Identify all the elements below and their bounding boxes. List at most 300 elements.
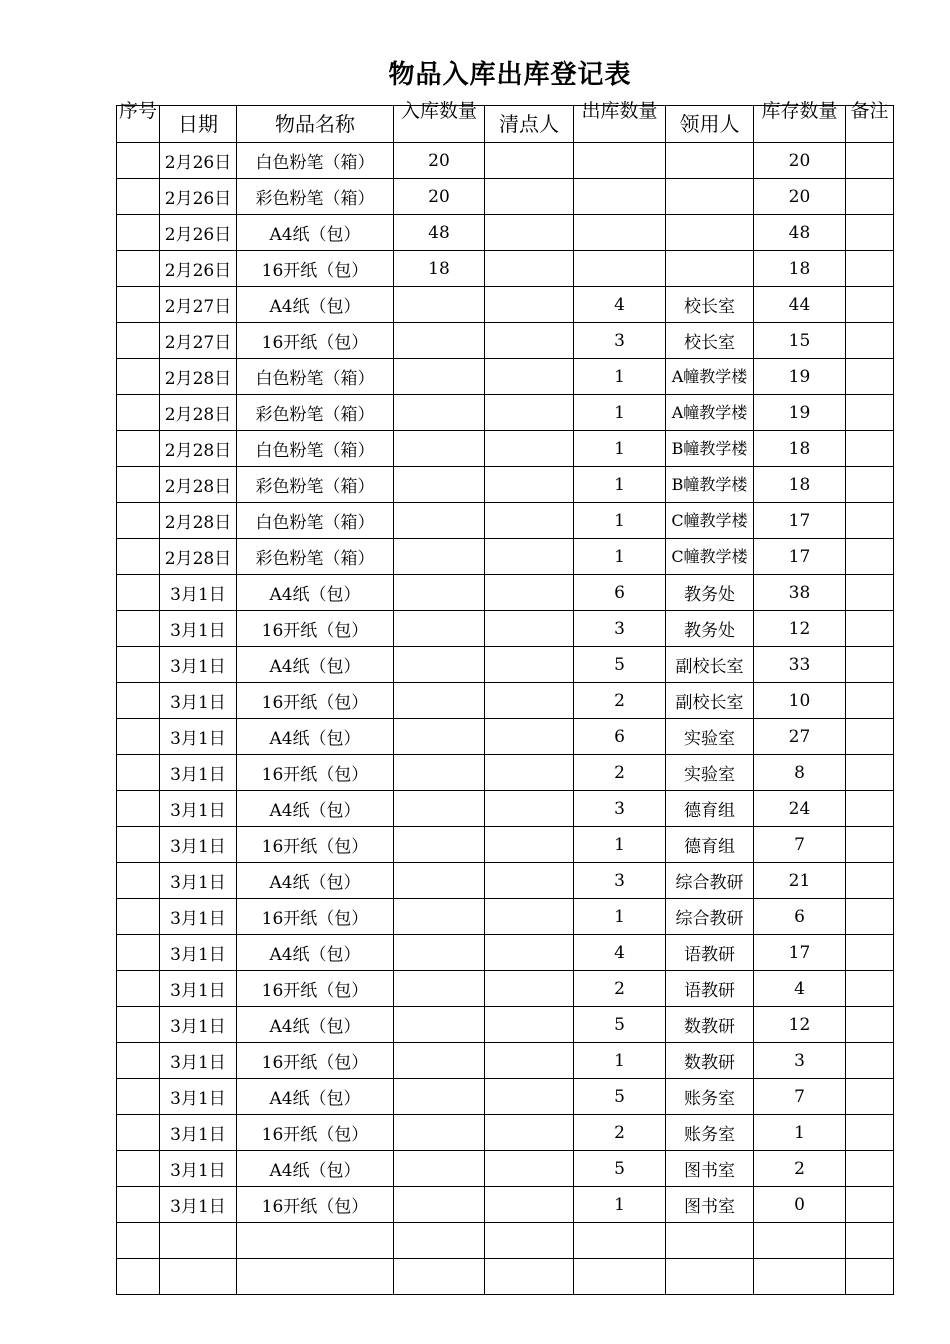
- cell-out-qty: 1: [574, 359, 666, 395]
- cell-date: [160, 1223, 237, 1259]
- cell-in-qty: 20: [394, 179, 485, 215]
- header-date: 日期: [160, 106, 237, 143]
- header-counter: 清点人: [485, 106, 574, 143]
- cell-date: 3月1日: [160, 1187, 237, 1223]
- cell-note: [846, 611, 894, 647]
- cell-date: 3月1日: [160, 1043, 237, 1079]
- cell-seq: [117, 539, 160, 575]
- cell-counter: [485, 179, 574, 215]
- cell-out-qty: 2: [574, 1115, 666, 1151]
- cell-stock-qty: 18: [754, 467, 846, 503]
- cell-date: 2月26日: [160, 179, 237, 215]
- cell-counter: [485, 1259, 574, 1295]
- cell-seq: [117, 647, 160, 683]
- cell-note: [846, 935, 894, 971]
- table-row: [117, 719, 894, 755]
- cell-item: A4纸（包）: [237, 1079, 394, 1115]
- cell-in-qty: 48: [394, 215, 485, 251]
- cell-item: A4纸（包）: [237, 1007, 394, 1043]
- table-row: [117, 215, 894, 251]
- cell-counter: [485, 1007, 574, 1043]
- cell-in-qty: [394, 935, 485, 971]
- cell-recipient: C幢教学楼: [666, 503, 754, 539]
- cell-note: [846, 143, 894, 179]
- cell-seq: [117, 1007, 160, 1043]
- cell-date: 3月1日: [160, 1151, 237, 1187]
- cell-stock-qty: 48: [754, 215, 846, 251]
- cell-note: [846, 467, 894, 503]
- cell-date: 3月1日: [160, 575, 237, 611]
- cell-in-qty: [394, 287, 485, 323]
- cell-recipient: 实验室: [666, 719, 754, 755]
- cell-note: [846, 503, 894, 539]
- cell-recipient: [666, 1259, 754, 1295]
- cell-note: [846, 719, 894, 755]
- cell-seq: [117, 719, 160, 755]
- cell-item: 白色粉笔（箱）: [237, 359, 394, 395]
- cell-out-qty: [574, 251, 666, 287]
- cell-recipient: 副校长室: [666, 683, 754, 719]
- cell-counter: [485, 935, 574, 971]
- cell-seq: [117, 1043, 160, 1079]
- cell-item: A4纸（包）: [237, 287, 394, 323]
- cell-stock-qty: 12: [754, 611, 846, 647]
- header-recipient: 领用人: [666, 106, 754, 143]
- cell-counter: [485, 719, 574, 755]
- cell-out-qty: [574, 1223, 666, 1259]
- cell-out-qty: 1: [574, 395, 666, 431]
- cell-note: [846, 1115, 894, 1151]
- cell-date: 3月1日: [160, 611, 237, 647]
- cell-item: 白色粉笔（箱）: [237, 431, 394, 467]
- cell-note: [846, 683, 894, 719]
- cell-stock-qty: 15: [754, 323, 846, 359]
- cell-counter: [485, 971, 574, 1007]
- cell-stock-qty: 38: [754, 575, 846, 611]
- header-seq: 序号: [117, 100, 160, 137]
- cell-in-qty: [394, 683, 485, 719]
- cell-item: 16开纸（包）: [237, 251, 394, 287]
- table-row: [117, 1043, 894, 1079]
- cell-recipient: A幢教学楼: [666, 395, 754, 431]
- cell-out-qty: 5: [574, 647, 666, 683]
- cell-recipient: 数教研: [666, 1043, 754, 1079]
- cell-recipient: [666, 251, 754, 287]
- cell-recipient: 德育组: [666, 791, 754, 827]
- cell-date: 2月28日: [160, 395, 237, 431]
- cell-date: 3月1日: [160, 1007, 237, 1043]
- cell-out-qty: 3: [574, 863, 666, 899]
- cell-note: [846, 899, 894, 935]
- cell-recipient: 实验室: [666, 755, 754, 791]
- table-row: [117, 1079, 894, 1115]
- cell-date: 3月1日: [160, 647, 237, 683]
- cell-out-qty: 2: [574, 755, 666, 791]
- cell-seq: [117, 1187, 160, 1223]
- table-row: [117, 431, 894, 467]
- cell-in-qty: [394, 539, 485, 575]
- cell-date: 2月28日: [160, 359, 237, 395]
- cell-item: A4纸（包）: [237, 1151, 394, 1187]
- cell-seq: [117, 1223, 160, 1259]
- cell-note: [846, 179, 894, 215]
- cell-stock-qty: 20: [754, 179, 846, 215]
- cell-item: 白色粉笔（箱）: [237, 503, 394, 539]
- cell-recipient: 校长室: [666, 323, 754, 359]
- table-row: [117, 899, 894, 935]
- cell-note: [846, 251, 894, 287]
- cell-counter: [485, 1151, 574, 1187]
- table-row: [117, 791, 894, 827]
- cell-in-qty: [394, 1259, 485, 1295]
- cell-stock-qty: 18: [754, 251, 846, 287]
- cell-counter: [485, 899, 574, 935]
- cell-note: [846, 575, 894, 611]
- cell-note: [846, 431, 894, 467]
- cell-stock-qty: 0: [754, 1187, 846, 1223]
- cell-recipient: [666, 1223, 754, 1259]
- cell-seq: [117, 827, 160, 863]
- cell-item: 16开纸（包）: [237, 611, 394, 647]
- cell-counter: [485, 1115, 574, 1151]
- cell-stock-qty: 8: [754, 755, 846, 791]
- cell-date: 3月1日: [160, 1115, 237, 1151]
- cell-seq: [117, 611, 160, 647]
- cell-item: 16开纸（包）: [237, 971, 394, 1007]
- table-row: [117, 611, 894, 647]
- cell-counter: [485, 863, 574, 899]
- cell-seq: [117, 395, 160, 431]
- cell-item: 白色粉笔（箱）: [237, 143, 394, 179]
- cell-in-qty: [394, 611, 485, 647]
- cell-out-qty: 5: [574, 1079, 666, 1115]
- cell-seq: [117, 143, 160, 179]
- inventory-table: [116, 100, 894, 1295]
- cell-stock-qty: 7: [754, 827, 846, 863]
- cell-note: [846, 539, 894, 575]
- cell-date: 3月1日: [160, 755, 237, 791]
- cell-stock-qty: 19: [754, 395, 846, 431]
- cell-date: 3月1日: [160, 791, 237, 827]
- cell-item: 16开纸（包）: [237, 755, 394, 791]
- cell-recipient: 副校长室: [666, 647, 754, 683]
- cell-item: [237, 1223, 394, 1259]
- cell-in-qty: [394, 863, 485, 899]
- cell-stock-qty: [754, 1223, 846, 1259]
- cell-counter: [485, 539, 574, 575]
- cell-seq: [117, 467, 160, 503]
- cell-out-qty: 1: [574, 827, 666, 863]
- cell-seq: [117, 791, 160, 827]
- cell-item: 16开纸（包）: [237, 1043, 394, 1079]
- cell-stock-qty: 19: [754, 359, 846, 395]
- cell-stock-qty: [754, 1259, 846, 1295]
- cell-out-qty: 1: [574, 899, 666, 935]
- cell-in-qty: [394, 431, 485, 467]
- cell-counter: [485, 143, 574, 179]
- page-title: 物品入库出库登记表: [388, 60, 632, 90]
- cell-note: [846, 215, 894, 251]
- cell-in-qty: [394, 1151, 485, 1187]
- cell-seq: [117, 503, 160, 539]
- cell-counter: [485, 1043, 574, 1079]
- cell-recipient: B幢教学楼: [666, 467, 754, 503]
- cell-note: [846, 755, 894, 791]
- cell-seq: [117, 1259, 160, 1295]
- cell-recipient: 数教研: [666, 1007, 754, 1043]
- cell-note: [846, 1007, 894, 1043]
- cell-seq: [117, 575, 160, 611]
- cell-out-qty: 1: [574, 539, 666, 575]
- cell-recipient: 账务室: [666, 1079, 754, 1115]
- cell-date: 2月28日: [160, 467, 237, 503]
- cell-note: [846, 323, 894, 359]
- table-row: [117, 539, 894, 575]
- cell-stock-qty: 44: [754, 287, 846, 323]
- cell-counter: [485, 1223, 574, 1259]
- header-in-qty: 入库数量: [394, 100, 485, 137]
- cell-seq: [117, 323, 160, 359]
- table-row: [117, 683, 894, 719]
- cell-seq: [117, 1151, 160, 1187]
- cell-item: A4纸（包）: [237, 719, 394, 755]
- cell-item: A4纸（包）: [237, 575, 394, 611]
- cell-out-qty: 3: [574, 323, 666, 359]
- cell-date: 2月26日: [160, 215, 237, 251]
- table-row: [117, 647, 894, 683]
- table-row: [117, 251, 894, 287]
- table-row: [117, 179, 894, 215]
- cell-item: 16开纸（包）: [237, 683, 394, 719]
- cell-recipient: B幢教学楼: [666, 431, 754, 467]
- cell-date: 3月1日: [160, 1079, 237, 1115]
- cell-stock-qty: 10: [754, 683, 846, 719]
- cell-stock-qty: 24: [754, 791, 846, 827]
- cell-note: [846, 1151, 894, 1187]
- table-row: [117, 287, 894, 323]
- cell-stock-qty: 4: [754, 971, 846, 1007]
- cell-counter: [485, 611, 574, 647]
- cell-seq: [117, 1115, 160, 1151]
- table-row: [117, 827, 894, 863]
- cell-item: 彩色粉笔（箱）: [237, 179, 394, 215]
- table-row: [117, 1007, 894, 1043]
- cell-stock-qty: 20: [754, 143, 846, 179]
- cell-out-qty: 1: [574, 1187, 666, 1223]
- cell-in-qty: [394, 323, 485, 359]
- cell-note: [846, 647, 894, 683]
- cell-date: 2月27日: [160, 323, 237, 359]
- cell-in-qty: [394, 1043, 485, 1079]
- cell-counter: [485, 683, 574, 719]
- table-row: [117, 143, 894, 179]
- cell-stock-qty: 21: [754, 863, 846, 899]
- cell-item: A4纸（包）: [237, 935, 394, 971]
- header-note: 备注: [846, 100, 894, 137]
- cell-recipient: 教务处: [666, 611, 754, 647]
- cell-recipient: 德育组: [666, 827, 754, 863]
- cell-stock-qty: 1: [754, 1115, 846, 1151]
- cell-item: 16开纸（包）: [237, 827, 394, 863]
- cell-counter: [485, 251, 574, 287]
- cell-item: [237, 1259, 394, 1295]
- table-row: [117, 395, 894, 431]
- cell-out-qty: 3: [574, 791, 666, 827]
- cell-seq: [117, 287, 160, 323]
- cell-in-qty: [394, 1007, 485, 1043]
- table-row: [117, 863, 894, 899]
- cell-in-qty: [394, 971, 485, 1007]
- cell-stock-qty: 12: [754, 1007, 846, 1043]
- table-row: [117, 1115, 894, 1151]
- cell-date: 3月1日: [160, 683, 237, 719]
- cell-out-qty: 1: [574, 431, 666, 467]
- cell-in-qty: [394, 575, 485, 611]
- cell-date: 2月28日: [160, 431, 237, 467]
- cell-note: [846, 1259, 894, 1295]
- cell-date: 3月1日: [160, 719, 237, 755]
- table-row: [117, 1259, 894, 1295]
- cell-in-qty: [394, 1187, 485, 1223]
- cell-date: 2月26日: [160, 143, 237, 179]
- cell-in-qty: 20: [394, 143, 485, 179]
- cell-stock-qty: 3: [754, 1043, 846, 1079]
- cell-in-qty: [394, 791, 485, 827]
- table-row: [117, 359, 894, 395]
- cell-item: 彩色粉笔（箱）: [237, 539, 394, 575]
- cell-recipient: 综合教研: [666, 899, 754, 935]
- cell-recipient: C幢教学楼: [666, 539, 754, 575]
- cell-note: [846, 1043, 894, 1079]
- cell-recipient: A幢教学楼: [666, 359, 754, 395]
- cell-date: 3月1日: [160, 863, 237, 899]
- table-row: [117, 503, 894, 539]
- cell-date: 2月28日: [160, 539, 237, 575]
- table-row: [117, 323, 894, 359]
- cell-recipient: [666, 143, 754, 179]
- table-row: [117, 1187, 894, 1223]
- header-stock-qty: 库存数量: [754, 100, 846, 137]
- cell-recipient: 教务处: [666, 575, 754, 611]
- cell-seq: [117, 755, 160, 791]
- cell-counter: [485, 503, 574, 539]
- cell-out-qty: 5: [574, 1151, 666, 1187]
- cell-counter: [485, 1187, 574, 1223]
- cell-recipient: 语教研: [666, 935, 754, 971]
- table-row: [117, 971, 894, 1007]
- cell-counter: [485, 791, 574, 827]
- cell-out-qty: 1: [574, 503, 666, 539]
- cell-note: [846, 1187, 894, 1223]
- cell-recipient: 校长室: [666, 287, 754, 323]
- cell-note: [846, 287, 894, 323]
- cell-date: 3月1日: [160, 935, 237, 971]
- cell-recipient: 图书室: [666, 1151, 754, 1187]
- cell-in-qty: 18: [394, 251, 485, 287]
- cell-counter: [485, 287, 574, 323]
- cell-seq: [117, 971, 160, 1007]
- cell-date: 2月27日: [160, 287, 237, 323]
- cell-seq: [117, 683, 160, 719]
- cell-note: [846, 1079, 894, 1115]
- cell-item: 16开纸（包）: [237, 1115, 394, 1151]
- cell-counter: [485, 467, 574, 503]
- cell-note: [846, 359, 894, 395]
- cell-seq: [117, 251, 160, 287]
- cell-note: [846, 827, 894, 863]
- cell-counter: [485, 1079, 574, 1115]
- cell-in-qty: [394, 467, 485, 503]
- cell-counter: [485, 575, 574, 611]
- cell-out-qty: 4: [574, 287, 666, 323]
- cell-item: A4纸（包）: [237, 647, 394, 683]
- cell-in-qty: [394, 395, 485, 431]
- cell-in-qty: [394, 719, 485, 755]
- cell-recipient: 图书室: [666, 1187, 754, 1223]
- cell-out-qty: [574, 215, 666, 251]
- cell-in-qty: [394, 359, 485, 395]
- cell-in-qty: [394, 503, 485, 539]
- cell-recipient: 语教研: [666, 971, 754, 1007]
- cell-in-qty: [394, 1115, 485, 1151]
- cell-in-qty: [394, 1079, 485, 1115]
- cell-stock-qty: 17: [754, 503, 846, 539]
- cell-out-qty: 3: [574, 611, 666, 647]
- cell-stock-qty: 18: [754, 431, 846, 467]
- cell-stock-qty: 17: [754, 539, 846, 575]
- cell-seq: [117, 215, 160, 251]
- cell-out-qty: 2: [574, 971, 666, 1007]
- cell-seq: [117, 179, 160, 215]
- cell-item: 16开纸（包）: [237, 1187, 394, 1223]
- cell-out-qty: 6: [574, 575, 666, 611]
- cell-item: 彩色粉笔（箱）: [237, 467, 394, 503]
- cell-date: 2月26日: [160, 251, 237, 287]
- cell-counter: [485, 647, 574, 683]
- cell-out-qty: [574, 179, 666, 215]
- cell-note: [846, 395, 894, 431]
- cell-date: [160, 1259, 237, 1295]
- cell-recipient: 综合教研: [666, 863, 754, 899]
- cell-seq: [117, 935, 160, 971]
- cell-counter: [485, 215, 574, 251]
- cell-item: 16开纸（包）: [237, 899, 394, 935]
- cell-date: 3月1日: [160, 827, 237, 863]
- cell-date: 2月28日: [160, 503, 237, 539]
- cell-item: 彩色粉笔（箱）: [237, 395, 394, 431]
- cell-out-qty: 1: [574, 467, 666, 503]
- cell-seq: [117, 863, 160, 899]
- cell-out-qty: 4: [574, 935, 666, 971]
- cell-note: [846, 971, 894, 1007]
- table-row: [117, 755, 894, 791]
- cell-item: 16开纸（包）: [237, 323, 394, 359]
- table-row: [117, 1151, 894, 1187]
- cell-stock-qty: 27: [754, 719, 846, 755]
- cell-out-qty: 2: [574, 683, 666, 719]
- cell-in-qty: [394, 647, 485, 683]
- header-item: 物品名称: [237, 106, 394, 143]
- table-row: [117, 467, 894, 503]
- cell-counter: [485, 827, 574, 863]
- cell-item: A4纸（包）: [237, 863, 394, 899]
- cell-out-qty: [574, 1259, 666, 1295]
- cell-counter: [485, 359, 574, 395]
- cell-out-qty: 6: [574, 719, 666, 755]
- cell-note: [846, 791, 894, 827]
- cell-stock-qty: 17: [754, 935, 846, 971]
- table-row: [117, 575, 894, 611]
